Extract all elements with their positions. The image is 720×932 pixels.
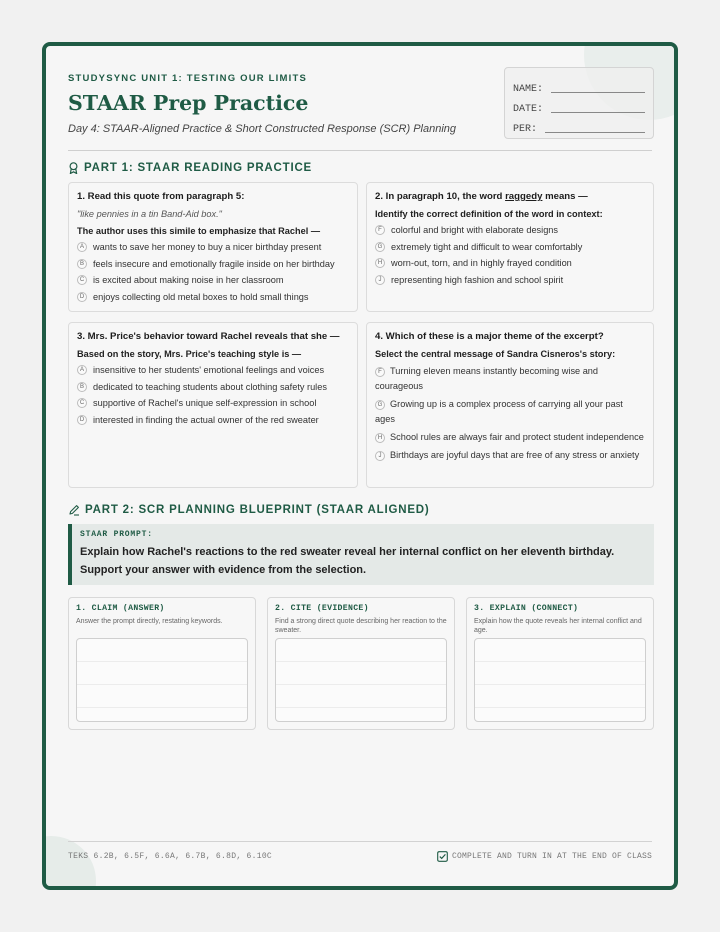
question-3-head: 3. Mrs. Price's behavior toward Rachel reveals that she — bbox=[77, 331, 340, 342]
option-letter-badge[interactable]: C bbox=[77, 398, 87, 408]
header-divider bbox=[68, 150, 652, 151]
option-text: supportive of Rachel's unique self-expression in school bbox=[93, 398, 317, 408]
answer-option[interactable] bbox=[375, 224, 645, 236]
option-letter-badge[interactable]: F bbox=[375, 367, 385, 377]
answer-option[interactable] bbox=[77, 364, 349, 376]
name-line[interactable] bbox=[551, 92, 645, 93]
planning-card-title: 1. CLAIM (ANSWER) bbox=[76, 604, 165, 613]
planning-card-cite bbox=[267, 597, 455, 730]
answer-option[interactable] bbox=[77, 397, 349, 409]
page-subtitle: Day 4: STAAR-Aligned Practice & Short Constructed Response (SCR) Planning bbox=[68, 123, 457, 135]
answer-option[interactable] bbox=[375, 241, 645, 253]
explain-writing-area[interactable] bbox=[474, 638, 646, 722]
prompt-label: STAAR PROMPT: bbox=[80, 530, 153, 539]
question-1-stem: The author uses this simile to emphasize that Rachel — bbox=[77, 226, 321, 236]
option-letter-badge[interactable]: D bbox=[77, 415, 87, 425]
decorative-circle bbox=[42, 836, 96, 890]
option-letter-badge[interactable]: G bbox=[375, 242, 385, 252]
answer-option[interactable] bbox=[375, 397, 645, 427]
planning-card-desc: Answer the prompt directly, restating keywords. bbox=[76, 618, 223, 625]
answer-option[interactable] bbox=[77, 258, 349, 270]
part2-title-text: PART 2: SCR PLANNING BLUEPRINT (STAAR ALIGNED) bbox=[85, 504, 430, 516]
question-1-head: 1. Read this quote from paragraph 5: bbox=[77, 191, 245, 202]
student-info-box bbox=[504, 67, 654, 139]
option-letter-badge[interactable]: C bbox=[77, 275, 87, 285]
question-2-head-end: means — bbox=[542, 191, 588, 202]
option-letter-badge[interactable]: A bbox=[77, 242, 87, 252]
claim-writing-area[interactable] bbox=[76, 638, 248, 722]
option-letter-badge[interactable]: G bbox=[375, 400, 385, 410]
answer-option[interactable] bbox=[77, 291, 349, 303]
option-text: Growing up is a complex process of carrying all your past ages bbox=[375, 399, 623, 424]
vocab-word: raggedy bbox=[505, 191, 543, 202]
period-field[interactable] bbox=[513, 115, 645, 135]
part1-title-text: PART 1: STAAR READING PRACTICE bbox=[84, 162, 313, 174]
question-2-head-start: 2. In paragraph 10, the word bbox=[375, 191, 506, 202]
option-text: Birthdays are joyful days that are free of any stress or anxiety bbox=[390, 450, 640, 460]
answer-option[interactable] bbox=[77, 381, 349, 393]
option-letter-badge[interactable]: B bbox=[77, 259, 87, 269]
option-text: is excited about making noise in her classroom bbox=[93, 275, 284, 285]
answer-option[interactable] bbox=[375, 364, 645, 394]
footer-divider bbox=[68, 841, 652, 842]
worksheet-page bbox=[42, 42, 678, 890]
planning-card-desc: Explain how the quote reveals her internal conflict and age. bbox=[474, 618, 642, 634]
option-letter-badge[interactable]: H bbox=[375, 258, 385, 268]
question-2-stem: Identify the correct definition of the word in context: bbox=[375, 209, 603, 219]
option-letter-badge[interactable]: D bbox=[77, 292, 87, 302]
teks-standards: TEKS 6.2B, 6.5F, 6.6A, 6.7B, 6.8D, 6.10C bbox=[68, 852, 273, 861]
answer-option[interactable] bbox=[375, 274, 645, 286]
part1-title bbox=[68, 162, 312, 174]
checkbox-icon bbox=[437, 851, 448, 862]
planning-card-claim bbox=[68, 597, 256, 730]
option-text: School rules are always fair and protect student independence bbox=[390, 432, 644, 442]
prompt-text: Explain how Rachel's reactions to the red sweater reveal her internal conflict on her eleventh birthday. Support your answer with evidence from the selection. bbox=[80, 546, 615, 576]
planning-card-title: 3. EXPLAIN (CONNECT) bbox=[474, 604, 579, 613]
option-letter-badge[interactable]: J bbox=[375, 451, 385, 461]
unit-kicker: STUDYSYNC UNIT 1: TESTING OUR LIMITS bbox=[68, 73, 308, 84]
part2-title bbox=[68, 504, 430, 516]
date-line[interactable] bbox=[551, 112, 645, 113]
question-card-2 bbox=[366, 182, 654, 312]
answer-option[interactable] bbox=[375, 448, 645, 463]
option-text: worn-out, torn, and in highly frayed condition bbox=[391, 258, 572, 268]
date-label: DATE: bbox=[513, 104, 544, 115]
planning-card-explain bbox=[466, 597, 654, 730]
planning-card-title: 2. CITE (EVIDENCE) bbox=[275, 604, 369, 613]
option-letter-badge[interactable]: A bbox=[77, 365, 87, 375]
question-card-3 bbox=[68, 322, 358, 488]
option-text: Turning eleven means instantly becoming wise and courageous bbox=[375, 366, 599, 391]
option-text: dedicated to teaching students about clothing safety rules bbox=[93, 381, 327, 392]
question-4-stem: Select the central message of Sandra Cisneros's story: bbox=[375, 349, 616, 359]
option-text: representing high fashion and school spirit bbox=[391, 274, 564, 285]
option-text: extremely tight and difficult to wear comfortably bbox=[391, 241, 583, 252]
option-text: enjoys collecting old metal boxes to hold small things bbox=[93, 291, 309, 302]
option-letter-badge[interactable]: H bbox=[375, 433, 385, 443]
period-label: PER: bbox=[513, 124, 538, 135]
question-card-4 bbox=[366, 322, 654, 488]
option-text: colorful and bright with elaborate designs bbox=[391, 225, 559, 235]
question-3-stem: Based on the story, Mrs. Price's teaching style is — bbox=[77, 349, 302, 359]
answer-option[interactable] bbox=[375, 430, 645, 445]
cite-writing-area[interactable] bbox=[275, 638, 447, 722]
answer-option[interactable] bbox=[77, 241, 349, 253]
header bbox=[68, 73, 488, 135]
question-4-head: 4. Which of these is a major theme of the excerpt? bbox=[375, 331, 604, 342]
name-field[interactable] bbox=[513, 75, 645, 95]
option-text: feels insecure and emotionally fragile inside on her birthday bbox=[93, 258, 335, 269]
period-line[interactable] bbox=[545, 132, 645, 133]
option-letter-badge[interactable]: F bbox=[375, 225, 385, 235]
planning-card-desc: Find a strong direct quote describing her reaction to the sweater. bbox=[275, 618, 447, 634]
answer-option[interactable] bbox=[375, 257, 645, 269]
footer-note-text: COMPLETE AND TURN IN AT THE END OF CLASS bbox=[451, 852, 652, 861]
option-text: interested in finding the actual owner of the red sweater bbox=[93, 414, 319, 425]
option-text: wants to save her money to buy a nicer birthday present bbox=[93, 242, 322, 252]
question-1-quote: "like pennies in a tin Band-Aid box." bbox=[77, 209, 222, 219]
date-field[interactable] bbox=[513, 95, 645, 115]
answer-option[interactable] bbox=[77, 274, 349, 286]
answer-option[interactable] bbox=[77, 414, 349, 426]
question-2-head bbox=[375, 191, 645, 202]
award-icon bbox=[68, 162, 79, 174]
question-card-1 bbox=[68, 182, 358, 312]
option-text: insensitive to her students' emotional feelings and voices bbox=[93, 365, 325, 375]
page-title: STAAR Prep Practice bbox=[68, 91, 309, 115]
footer-note bbox=[437, 851, 652, 862]
option-letter-badge[interactable]: B bbox=[77, 382, 87, 392]
option-letter-badge[interactable]: J bbox=[375, 275, 385, 285]
name-label: NAME: bbox=[513, 84, 544, 95]
pencil-icon bbox=[68, 504, 80, 516]
staar-prompt-box bbox=[68, 524, 654, 585]
